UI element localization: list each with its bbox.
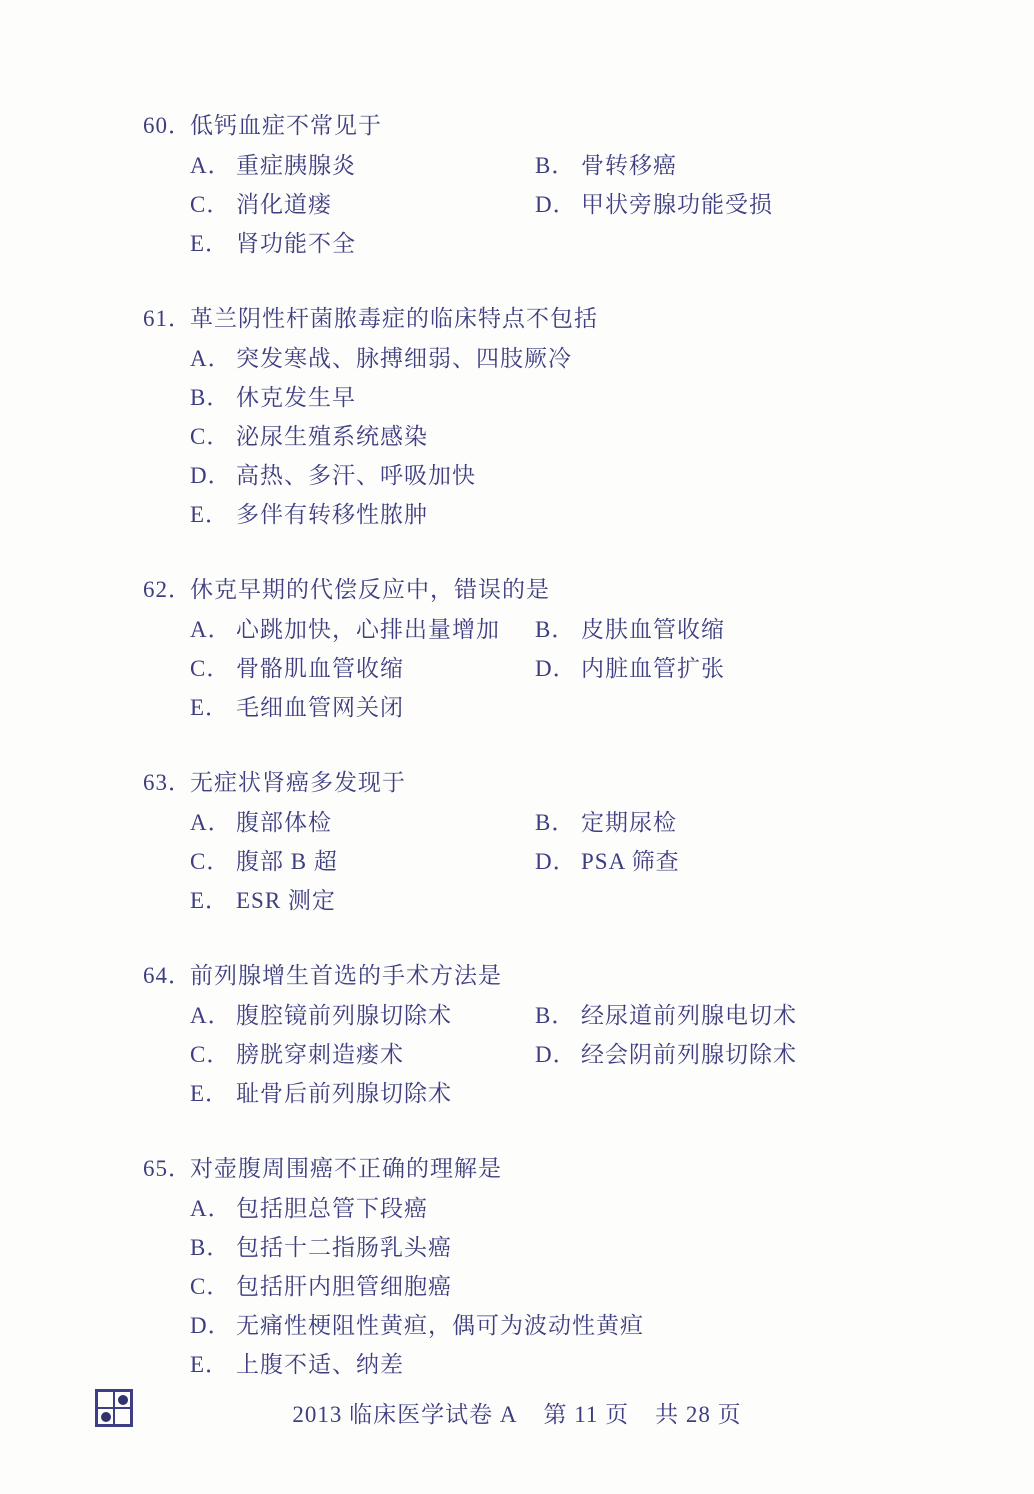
option-row [190,1074,535,1113]
option-row [190,495,994,534]
option-row [535,610,994,649]
option-label: C． [190,1042,231,1067]
options-list [190,610,994,727]
option-text: 泌尿生殖系统感染 [236,424,428,449]
question-stem-row [143,1149,994,1189]
question-number: 60． [143,113,192,138]
option-row [190,146,535,185]
options-list [190,803,994,920]
option-text: PSA 筛查 [581,849,680,874]
option-text: 消化道瘘 [236,192,332,217]
option-text: 定期尿检 [581,810,677,835]
option-label: B． [190,1235,231,1260]
option-label: A． [190,153,232,178]
option-row [190,881,535,920]
option-label: C． [190,656,231,681]
question-60 [143,106,994,263]
option-label: B． [535,1003,576,1028]
option-row [190,610,535,649]
option-text: 上腹不适、纳差 [236,1352,404,1377]
question-65 [143,1149,994,1384]
option-row [190,842,535,881]
question-stem-row [143,299,994,339]
question-stem: 革兰阴性杆菌脓毒症的临床特点不包括 [190,306,598,331]
question-number: 63． [143,770,192,795]
option-row [190,456,994,495]
question-stem: 对壶腹周围癌不正确的理解是 [190,1156,502,1181]
option-label: A． [190,810,232,835]
option-row [190,688,535,727]
question-stem-row [143,763,994,803]
question-64 [143,956,994,1113]
options-list [190,1189,994,1384]
option-text: 多伴有转移性脓肿 [236,502,428,527]
option-row [190,1035,535,1074]
option-row [535,803,994,842]
question-stem-row [143,570,994,610]
option-label: B． [535,617,576,642]
option-label: E． [190,1081,230,1106]
option-row [190,1345,994,1384]
option-label: E． [190,1352,230,1377]
option-text: 皮肤血管收缩 [581,617,725,642]
options-list [190,146,994,263]
option-label: D． [535,849,577,874]
option-text: 高热、多汗、呼吸加快 [236,463,476,488]
option-label: B． [535,810,576,835]
option-label: C． [190,849,231,874]
question-number: 62． [143,577,192,602]
option-row [535,185,994,224]
option-label: C． [190,1274,231,1299]
question-63 [143,763,994,920]
option-label: E． [190,502,230,527]
option-label: A． [190,617,232,642]
option-text: 骨骼肌血管收缩 [236,656,404,681]
option-text: 耻骨后前列腺切除术 [236,1081,452,1106]
option-row [190,224,535,263]
option-row [190,339,994,378]
option-text: 突发寒战、脉搏细弱、四肢厥冷 [236,346,572,371]
option-row [190,1267,994,1306]
question-stem-row [143,956,994,996]
option-label: D． [190,1313,232,1338]
question-62 [143,570,994,727]
option-row [190,1189,994,1228]
footer-page-number: 第 11 页 [543,1402,630,1427]
option-text: 腹部 B 超 [236,849,338,874]
option-text: 休克发生早 [236,385,356,410]
option-label: A． [190,1003,232,1028]
options-list [190,339,994,534]
option-label: D． [190,463,232,488]
option-row [190,1306,994,1345]
option-row [535,1035,994,1074]
question-stem: 前列腺增生首选的手术方法是 [190,963,502,988]
option-label: E． [190,695,230,720]
option-text: 包括十二指肠乳头癌 [236,1235,452,1260]
page-footer [0,1396,1034,1429]
option-label: A． [190,1196,232,1221]
footer-exam-title: 2013 临床医学试卷 A [292,1402,518,1427]
option-row [190,649,535,688]
option-label: B． [535,153,576,178]
option-text: 甲状旁腺功能受损 [581,192,773,217]
option-row [190,1228,994,1267]
option-label: D． [535,192,577,217]
option-text: 腹腔镜前列腺切除术 [236,1003,452,1028]
option-row [535,996,994,1035]
option-row [190,185,535,224]
option-text: 膀胱穿刺造瘘术 [236,1042,404,1067]
question-number: 64． [143,963,192,988]
question-number: 61． [143,306,192,331]
option-row [190,378,994,417]
option-label: A． [190,346,232,371]
option-row [535,146,994,185]
option-row [190,996,535,1035]
question-61 [143,299,994,534]
option-text: 重症胰腺炎 [236,153,356,178]
question-stem: 无症状肾癌多发现于 [190,770,406,795]
options-list [190,996,994,1113]
question-stem: 低钙血症不常见于 [190,113,382,138]
option-text: 毛细血管网关闭 [236,695,404,720]
option-label: C． [190,424,231,449]
option-text: 包括肝内胆管细胞癌 [236,1274,452,1299]
option-text: 肾功能不全 [236,231,356,256]
option-label: D． [535,656,577,681]
option-row [535,842,994,881]
option-text: 心跳加快，心排出量增加 [236,617,500,642]
option-text: 骨转移癌 [581,153,677,178]
option-label: E． [190,231,230,256]
option-row [190,417,994,456]
option-text: 内脏血管扩张 [581,656,725,681]
question-stem-row [143,106,994,146]
option-text: 包括胆总管下段癌 [236,1196,428,1221]
option-text: 腹部体检 [236,810,332,835]
question-stem: 休克早期的代偿反应中，错误的是 [190,577,550,602]
option-label: C． [190,192,231,217]
option-text: 经会阴前列腺切除术 [581,1042,797,1067]
option-label: D． [535,1042,577,1067]
footer-total-pages: 共 28 页 [655,1402,742,1427]
option-row [535,649,994,688]
option-text: 无痛性梗阻性黄疸，偶可为波动性黄疸 [236,1313,644,1338]
option-text: 经尿道前列腺电切术 [581,1003,797,1028]
option-text: ESR 测定 [236,888,336,913]
option-row [190,803,535,842]
question-number: 65． [143,1156,192,1181]
option-label: E． [190,888,230,913]
option-label: B． [190,385,231,410]
